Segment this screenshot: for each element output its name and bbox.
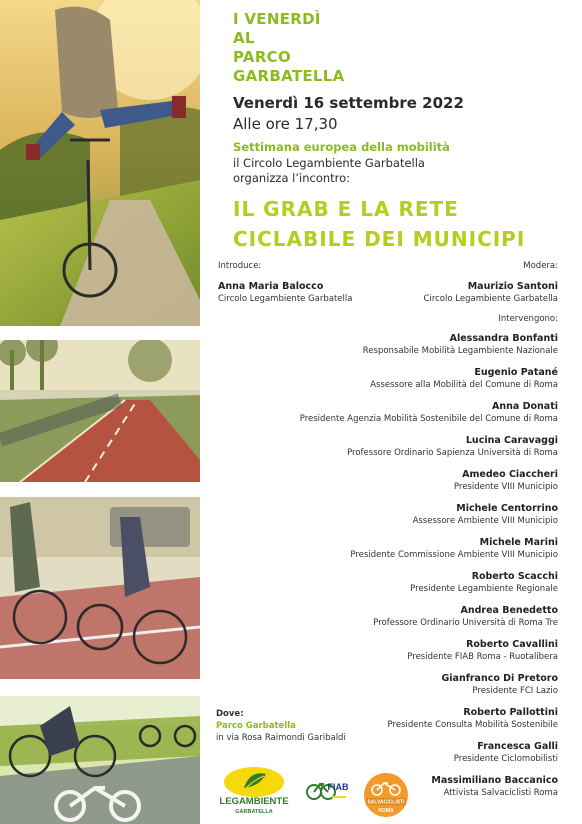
speaker-name: Eugenio Patané	[474, 367, 558, 378]
speaker-name: Roberto Cavallini	[466, 639, 558, 650]
photo-cyclist-park	[0, 0, 200, 326]
moderator	[424, 281, 558, 307]
speaker	[218, 435, 558, 469]
speaker	[218, 401, 558, 435]
speaker-role: Professore Ordinario Sapienza Università di Roma	[347, 448, 558, 458]
speaker-name: Michele Centorrino	[456, 503, 558, 514]
venue-label: Dove:	[216, 709, 244, 719]
venue-name: Parco Garbatella	[216, 721, 296, 731]
moderator-name: Maurizio Santoni	[467, 281, 558, 292]
speaker-role: Presidente VIII Municipio	[453, 482, 558, 492]
speaker-role: Presidente FIAB Roma - Ruotalibera	[407, 652, 558, 662]
mobility-week-label: Settimana europea della mobilità	[233, 140, 450, 154]
introducer-name: Anna Maria Balocco	[218, 281, 324, 292]
speaker	[218, 333, 558, 367]
legambiente-logo-subtext: GARBATELLA	[235, 809, 273, 815]
speaker	[218, 571, 558, 605]
speaker-role: Presidente Ciclomobilisti	[453, 754, 558, 764]
speaker	[218, 503, 558, 537]
photo-cyclists-group	[0, 696, 200, 824]
speaker	[218, 605, 558, 639]
speaker-name: Gianfranco Di Pretoro	[441, 673, 558, 684]
photo-bike-lane	[0, 340, 200, 482]
speaker-role: Presidente Commissione Ambiente VIII Municipio	[350, 550, 558, 560]
title-line: CICLABILE DEI MUNICIPI	[233, 227, 526, 251]
speaker-name: Andrea Benedetto	[460, 605, 558, 616]
speaker	[218, 639, 558, 673]
fiab-logo	[304, 776, 348, 816]
event-series-title	[233, 10, 345, 86]
speaker	[218, 367, 558, 401]
speaker-role: Assessore alla Mobilità del Comune di Roma	[370, 380, 558, 390]
organizer-text	[233, 156, 425, 186]
venue-block	[216, 708, 346, 744]
fiab-logo-text: FIAB	[327, 782, 348, 792]
series-line: AL	[233, 29, 255, 47]
speaker-role: Responsabile Mobilità Legambiente Nazionale	[362, 346, 558, 356]
speaker	[218, 469, 558, 503]
salvaciclisti-logo-text: SALVACICLISTI	[367, 799, 405, 806]
series-line: GARBATELLA	[233, 67, 345, 85]
speaker-name: Anna Donati	[492, 401, 558, 412]
legambiente-logo	[214, 766, 294, 816]
legambiente-logo-text: LEGAMBIENTE	[219, 796, 289, 807]
speaker-role: Presidente Legambiente Regionale	[410, 584, 558, 594]
event-date: Venerdì 16 settembre 2022	[233, 94, 464, 112]
series-line: I VENERDÌ	[233, 10, 321, 28]
salvaciclisti-logo-subtext: ROMA	[378, 808, 394, 814]
speaker-role: Attivista Salvaciclisti Roma	[443, 788, 558, 798]
interventions-label: Intervengono:	[498, 314, 558, 324]
speaker-name: Michele Marini	[479, 537, 558, 548]
speaker-name: Alessandra Bonfanti	[449, 333, 558, 344]
speaker-name: Francesca Galli	[477, 741, 558, 752]
event-title	[233, 194, 525, 254]
venue-address: in via Rosa Raimondi Garibaldi	[216, 733, 346, 743]
moderates-label: Modera:	[523, 261, 558, 271]
speaker-role: Assessore Ambiente VIII Municipio	[412, 516, 558, 526]
speaker	[218, 537, 558, 571]
event-time: Alle ore 17,30	[233, 115, 338, 133]
speaker-name: Roberto Scacchi	[471, 571, 558, 582]
photo-cyclists-street	[0, 497, 200, 679]
introducer	[218, 281, 352, 307]
speaker-name: Roberto Pallottini	[463, 707, 558, 718]
title-line: IL GRAB E LA RETE	[233, 197, 459, 221]
introducer-affiliation: Circolo Legambiente Garbatella	[218, 294, 353, 304]
salvaciclisti-logo	[360, 772, 412, 818]
speaker-role: Professore Ordinario Università di Roma Tre	[373, 618, 558, 628]
organizer-line: organizza l’incontro:	[233, 171, 351, 185]
speaker-name: Lucina Caravaggi	[465, 435, 558, 446]
speaker	[218, 673, 558, 707]
speaker-name: Massimiliano Baccanico	[431, 775, 558, 786]
series-line: PARCO	[233, 48, 292, 66]
moderator-affiliation: Circolo Legambiente Garbatella	[423, 294, 558, 304]
speaker-name: Amedeo Ciaccheri	[462, 469, 558, 480]
organizer-line: il Circolo Legambiente Garbatella	[233, 156, 425, 170]
introduces-label: Introduce:	[218, 261, 262, 271]
speaker-role: Presidente FCI Lazio	[472, 686, 558, 696]
speaker-role: Presidente Agenzia Mobilità Sostenibile del Comune di Roma	[299, 414, 558, 424]
speaker-role: Presidente Consulta Mobilità Sostenibile	[387, 720, 558, 730]
